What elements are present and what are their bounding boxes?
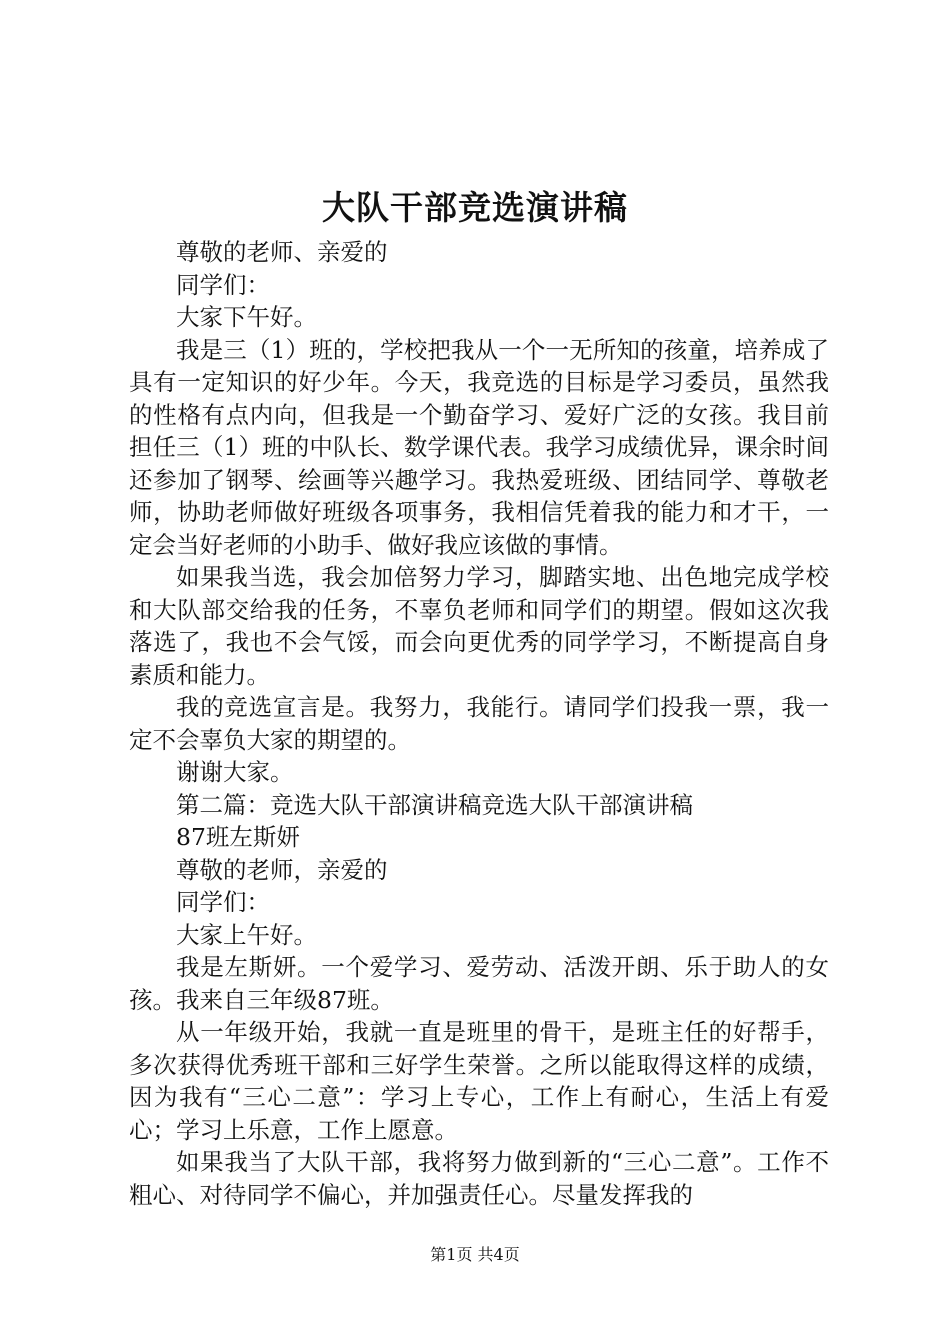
- paragraph: 我的竞选宣言是。我努力，我能行。请同学们投我一票，我一定不会辜负大家的期望的。: [129, 693, 829, 754]
- paragraph: 大家下午好。: [176, 303, 317, 331]
- document-title: 大队干部竞选演讲稿: [322, 188, 628, 227]
- paragraph: 如果我当了大队干部，我将努力做到新的“三心二意”。工作不粗心、对待同学不偏心，并加强责任心。尽量发挥我的: [129, 1148, 829, 1209]
- paragraph: 大家上午好。: [176, 920, 317, 949]
- paragraph: 尊敬的老师、亲爱的: [176, 238, 388, 266]
- paragraph: 谢谢大家。: [176, 758, 294, 786]
- paragraph: 如果我当选，我会加倍努力学习，脚踏实地、出色地完成学校和大队部交给我的任务，不辜负老师和同学们的期望。假如这次我落选了，我也不会气馁，而会向更优秀的同学学习，不断提高自身素质和能力。: [129, 563, 829, 689]
- document-body: [129, 236, 829, 1211]
- paragraph: 同学们：: [176, 270, 270, 299]
- author-line: 87班左斯妍: [176, 823, 300, 851]
- paragraph: 我是三（1）班的，学校把我从一个一无所知的孩童，培养成了具有一定知识的好少年。今天，我竞选的目标是学习委员，虽然我的性格有点内向，但我是一个勤奋学习、爱好广泛的女孩。我目前担任三（1）班的中队长、数学课代表。我学习成绩优异，课余时间还参加了钢琴、绘画等兴趣学习。我热爱班级、团结同学、尊敬老师，协助老师做好班级各项事务，我相信凭着我的能力和才干，一定会当好老师的小助手、做好我应该做的事情。: [129, 335, 829, 559]
- paragraph: 同学们：: [176, 888, 270, 916]
- section-heading: 第二篇：竞选大队干部演讲稿竞选大队干部演讲稿: [176, 790, 693, 819]
- paragraph: 从一年级开始，我就一直是班里的骨干，是班主任的好帮手，多次获得优秀班干部和三好学生荣誉。之所以能取得这样的成绩，因为我有“三心二意”：学习上专心，工作上有耐心，生活上有爱心；学习上乐意，工作上愿意。: [129, 1018, 829, 1144]
- paragraph: 我是左斯妍。一个爱学习、爱劳动、活泼开朗、乐于助人的女孩。我来自三年级87班。: [129, 953, 829, 1014]
- page-footer: 第1页 共4页: [430, 1245, 520, 1264]
- paragraph: 尊敬的老师，亲爱的: [176, 855, 388, 884]
